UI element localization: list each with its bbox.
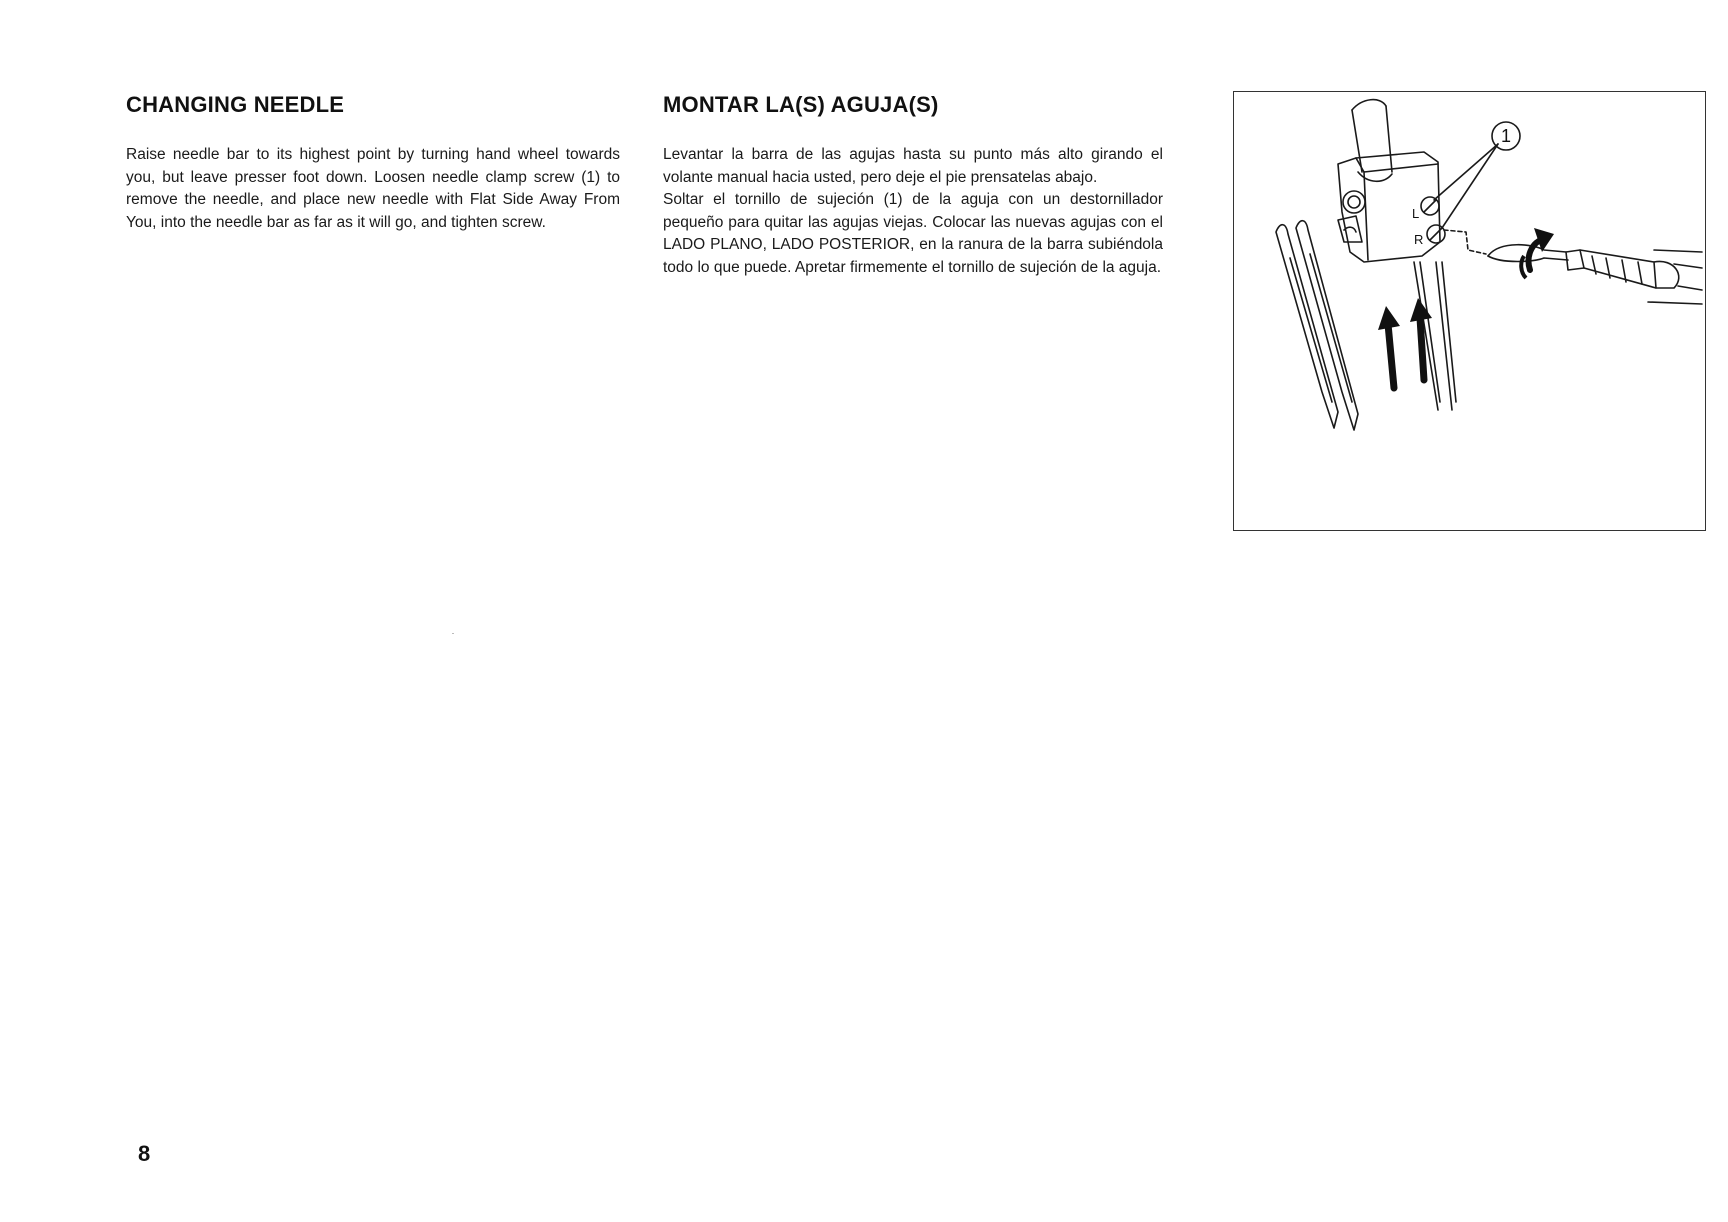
- callout-label: 1: [1500, 126, 1512, 146]
- needle-change-illustration: [1233, 91, 1706, 531]
- english-column: [126, 92, 620, 234]
- loose-needle-1: [1276, 225, 1338, 428]
- english-body: Raise needle bar to its highest point by turning hand wheel towards you, but leave presser foot down. Loosen needle clamp screw (1) to remove the needle, and place new needle with Flat Side Away From You, into the needle bar as far as it will go, and tighten screw.: [126, 146, 620, 231]
- rotation-arrow-icon: [1521, 228, 1554, 278]
- insert-direction-arrows-icon: [1378, 298, 1432, 388]
- needle-left-label: L: [1412, 206, 1420, 221]
- page-number: 8: [138, 1141, 151, 1166]
- scan-speck: [452, 633, 454, 634]
- needle-bar-top: [1352, 100, 1386, 110]
- needle-right-label: R: [1414, 232, 1424, 247]
- needle-clamp-diagram: [1234, 92, 1704, 529]
- needle-bar-right-edge: [1386, 106, 1392, 172]
- needle-bar-left-edge: [1352, 110, 1362, 172]
- spanish-column: [663, 92, 1163, 279]
- english-heading: CHANGING NEEDLE: [126, 92, 345, 117]
- installed-needle-left: [1414, 262, 1438, 410]
- spanish-heading: MONTAR LA(S) AGUJA(S): [663, 92, 939, 117]
- clamp-set-screw: [1343, 191, 1365, 213]
- spanish-paragraph-2: Soltar el tornillo de sujeción (1) de la aguja con un destornillador pequeño para quitar las agujas viejas. Colocar las nuevas agujas con el LADO PLANO, LADO POSTERIOR, en la ranura de la barra subiéndola todo lo que puede. Apretar firmemente el tornillo de sujeción de la aguja.: [663, 191, 1163, 276]
- spanish-paragraph-1: Levantar la barra de las agujas hasta su punto más alto girando el volante manual hacia usted, pero deje el pie prensatelas abajo.: [663, 146, 1163, 186]
- loose-needle-2: [1296, 221, 1358, 430]
